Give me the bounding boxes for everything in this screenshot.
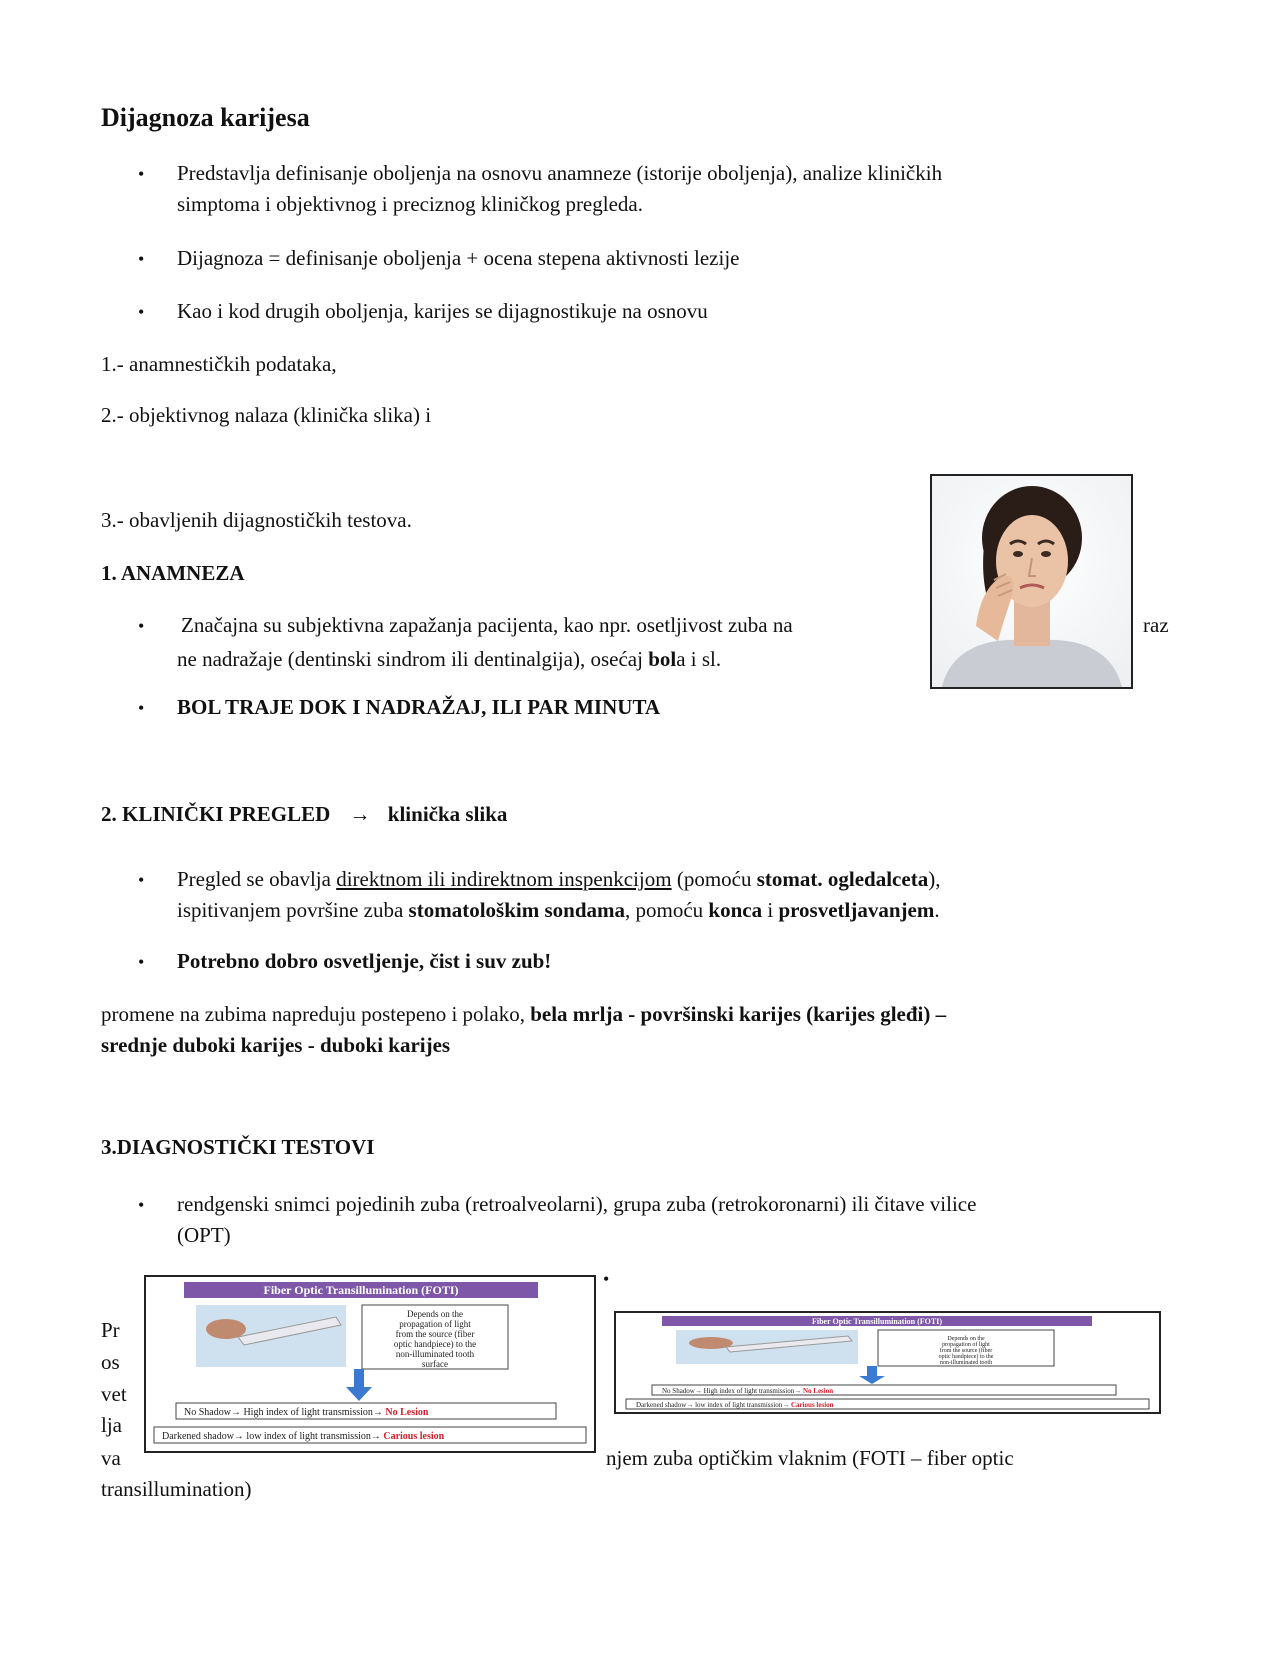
klinicki-bullet-2: Potrebno dobro osvetljenje, čist i suv zub! xyxy=(177,949,552,973)
text: (pomoću xyxy=(671,867,757,891)
testovi-bullet-1-line1: rendgenski snimci pojedinih zuba (retroalveolarni), grupa zuba (retrokoronarni) ili čitave vilice xyxy=(177,1192,977,1216)
section-heading-testovi: 3.DIAGNOSTIČKI TESTOVI xyxy=(101,1135,375,1159)
foti-diagram xyxy=(616,1313,1159,1412)
anamneza-bullet-1-line1: Značajna su subjektivna zapažanja pacijenta, kao npr. osetljivost zuba na xyxy=(181,613,793,637)
description-line: optic handpiece) to the xyxy=(938,1354,994,1360)
prosv-tail: njem zuba optičkim vlaknim (FOTI – fiber optic xyxy=(606,1446,1014,1470)
description-line: optic handpiece) to the xyxy=(393,1339,477,1349)
result-row-label: Darkened shadow→ low index of light transmission→ xyxy=(636,1401,790,1409)
heading-part: klinička slika xyxy=(387,802,508,826)
promene-line2: srednje duboki karijes - duboki karijes xyxy=(101,1033,451,1057)
text: promene na zubima napreduju postepeno i polako, xyxy=(101,1002,531,1026)
intro-bullet-1-line2: simptoma i objektivnog i preciznog kliničkog pregleda. xyxy=(177,192,643,216)
heading-part: 2. KLINIČKI PREGLED xyxy=(101,802,331,826)
foti-diagram-small xyxy=(614,1311,1161,1414)
result-no-lesion: No Lesion xyxy=(802,1387,834,1395)
prosv-line2: transillumination) xyxy=(101,1477,252,1501)
bullet-icon: • xyxy=(138,870,145,890)
klinicki-bullet-1-line2 xyxy=(177,898,940,923)
bold-text: stomat. ogledalceta xyxy=(756,867,929,891)
result-row-text xyxy=(162,1431,445,1442)
promene-line1 xyxy=(101,1002,946,1027)
foti-diagram-large xyxy=(144,1275,596,1453)
text: i xyxy=(762,898,779,922)
description-line: Depends on the xyxy=(947,1336,985,1342)
bullet-icon: • xyxy=(138,164,145,184)
result-row-label: No Shadow→ High index of light transmission→ xyxy=(184,1407,383,1418)
result-row-text xyxy=(636,1401,834,1409)
bold-text: stomatološkim sondama xyxy=(408,898,625,922)
prosv-fragment: os xyxy=(101,1350,120,1374)
bullet-icon: • xyxy=(603,1269,610,1289)
intro-bullet-1-line1: Predstavlja definisanje oboljenja na osnovu anamneze (istorije oboljenja), analize kliničkih xyxy=(177,161,943,185)
prosv-fragment: va xyxy=(101,1446,121,1470)
description-line: non-illuminated tooth xyxy=(395,1349,475,1359)
prosv-fragment: vet xyxy=(101,1382,127,1406)
klinicki-bullet-1-line1 xyxy=(177,867,940,892)
underlined-text: direktnom ili indirektnom inspenkcijom xyxy=(336,867,672,891)
bullet-icon: • xyxy=(138,698,145,718)
description-line: propagation of light xyxy=(399,1319,471,1329)
numbered-item-3: 3.- obavljenih dijagnostičkih testova. xyxy=(101,508,412,532)
section-heading-klinicki xyxy=(101,802,507,827)
text: ispitivanjem površine zuba xyxy=(177,898,409,922)
down-arrow-icon xyxy=(859,1366,885,1384)
result-no-lesion: No Lesion xyxy=(385,1407,429,1418)
woman-toothache-illustration xyxy=(932,476,1131,687)
bold-text: prosvetljavanjem xyxy=(778,898,935,922)
description-line: propagation of light xyxy=(942,1342,990,1348)
result-carious-lesion: Carious lesion xyxy=(383,1431,445,1442)
down-arrow-icon xyxy=(346,1369,372,1401)
patient-toothache-photo xyxy=(930,474,1133,689)
result-row-text xyxy=(662,1387,833,1395)
text: ne nadražaje (dentinski sindrom ili dentinalgija), osećaj xyxy=(177,647,649,671)
arrow-icon: → xyxy=(349,802,371,826)
description-line: surface xyxy=(422,1359,448,1369)
testovi-bullet-1-line2: (OPT) xyxy=(177,1223,231,1247)
description-line: from the source (fiber xyxy=(939,1348,993,1354)
bullet-icon: • xyxy=(138,1195,145,1215)
bold-text: konca xyxy=(708,898,763,922)
section-heading-anamneza: 1. ANAMNEZA xyxy=(101,561,245,585)
anamneza-bullet-1-tail: raz xyxy=(1143,613,1169,637)
bullet-icon: • xyxy=(138,249,145,269)
result-row-label: No Shadow→ High index of light transmission→ xyxy=(662,1387,802,1395)
bullet-icon: • xyxy=(138,616,145,636)
numbered-item-1: 1.- anamnestičkih podataka, xyxy=(101,352,337,376)
text: . xyxy=(934,898,940,922)
bold-text: bela mrlja - površinski karijes (karijes gleđi) – xyxy=(530,1002,947,1026)
description-line: non-illuminated tooth xyxy=(939,1360,993,1366)
anamneza-bullet-1-line2 xyxy=(177,647,721,672)
result-row-text xyxy=(184,1407,429,1418)
prosv-fragment: Pr xyxy=(101,1318,120,1342)
prosv-fragment: lja xyxy=(101,1413,122,1437)
text: Pregled se obavlja xyxy=(177,867,337,891)
numbered-item-2: 2.- objektivnog nalaza (klinička slika) i xyxy=(101,403,432,427)
anamneza-bullet-2: BOL TRAJE DOK I NADRAŽAJ, ILI PAR MINUTA xyxy=(177,695,661,719)
foti-diagram xyxy=(146,1277,594,1451)
description-line: from the source (fiber xyxy=(395,1329,475,1339)
bold-text: bol xyxy=(648,647,677,671)
text: a i sl. xyxy=(676,647,722,671)
intro-bullet-2: Dijagnoza = definisanje oboljenja + ocena stepena aktivnosti lezije xyxy=(177,246,740,270)
bullet-icon: • xyxy=(138,302,145,322)
intro-bullet-3: Kao i kod drugih oboljenja, karijes se dijagnostikuje na osnovu xyxy=(177,299,708,323)
figure-title: Fiber Optic Transillumination (FOTI) xyxy=(811,1317,943,1326)
result-row-label: Darkened shadow→ low index of light transmission→ xyxy=(162,1431,381,1442)
text: , pomoću xyxy=(625,898,709,922)
page-title: Dijagnoza karijesa xyxy=(101,103,310,132)
text: ), xyxy=(928,867,941,891)
figure-title: Fiber Optic Transillumination (FOTI) xyxy=(263,1283,459,1297)
result-carious-lesion: Carious lesion xyxy=(790,1401,834,1409)
bullet-icon: • xyxy=(138,952,145,972)
description-line: Depends on the xyxy=(407,1309,463,1319)
